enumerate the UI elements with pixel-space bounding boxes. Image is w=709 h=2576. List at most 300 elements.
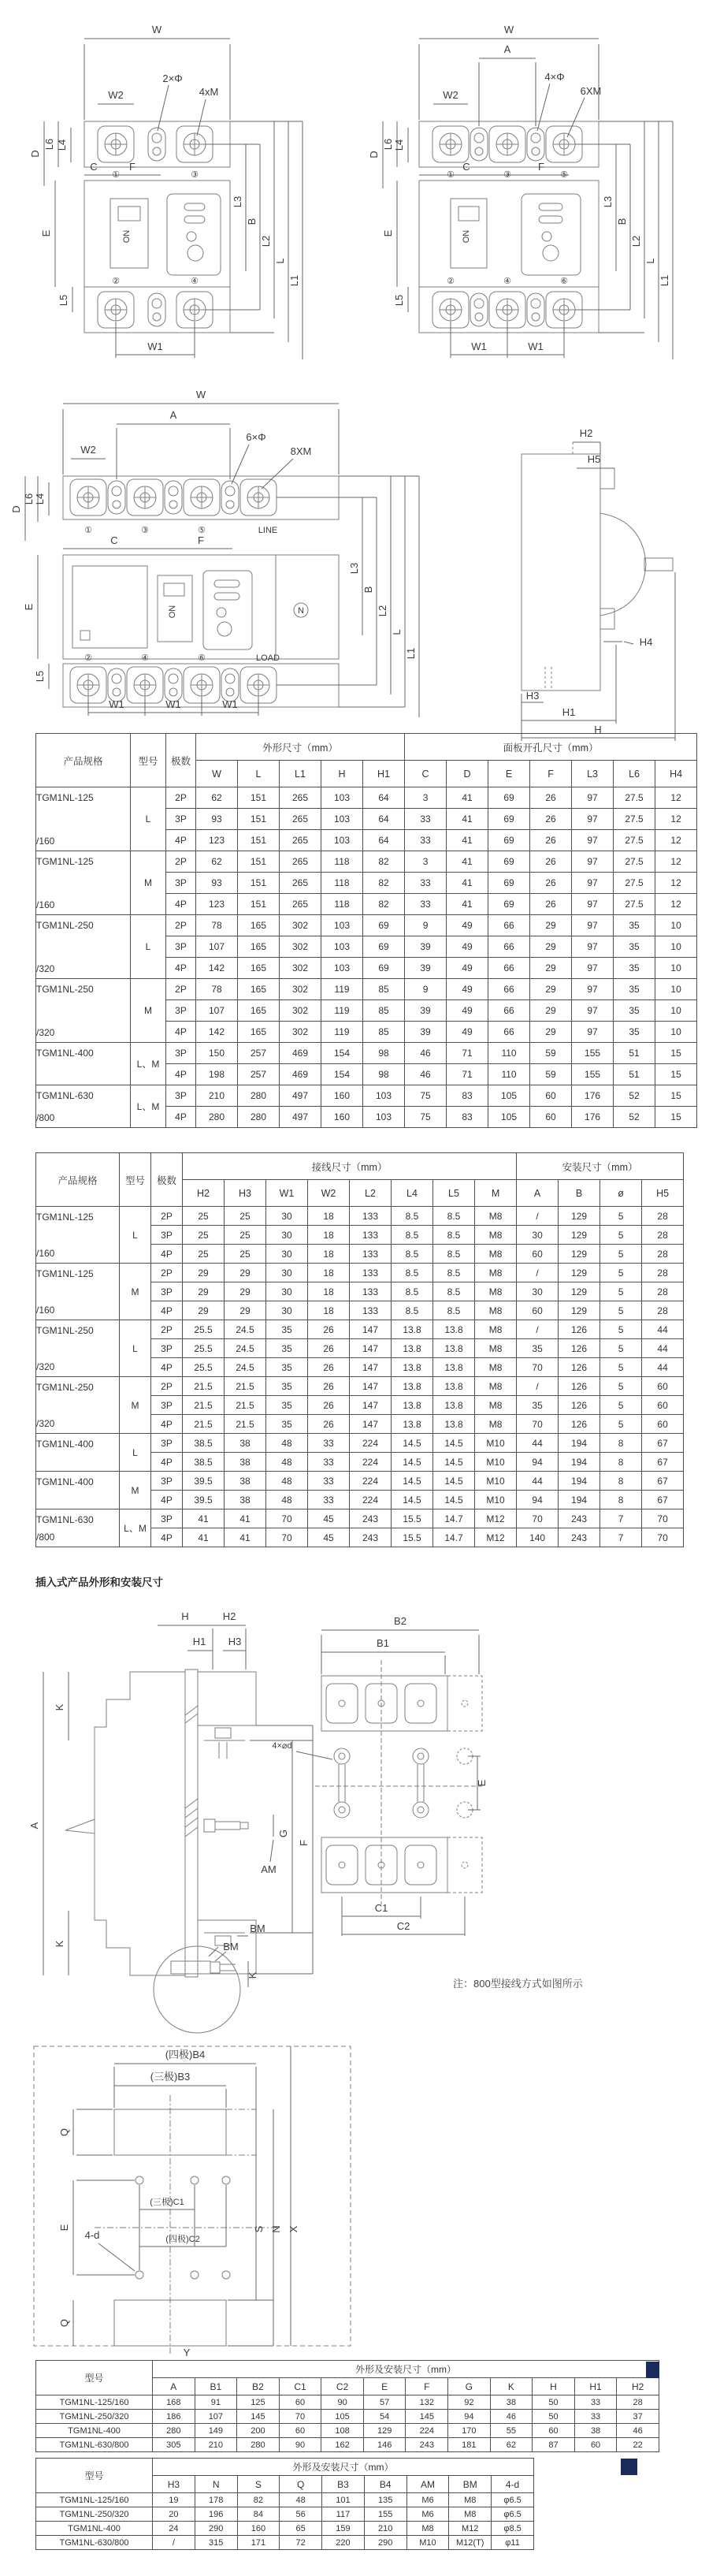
data-cell: 8.5 xyxy=(433,1282,475,1301)
data-cell: 171 xyxy=(237,2536,280,2550)
dimension-labels xyxy=(10,389,417,710)
data-cell: 93 xyxy=(196,809,238,830)
data-cell: 265 xyxy=(280,894,321,915)
dim-label-h3: H3 xyxy=(228,1636,242,1647)
dim-label-n: N xyxy=(270,2225,282,2233)
data-cell: 18 xyxy=(308,1245,350,1264)
data-cell: 50 xyxy=(533,2410,575,2424)
dim-label-w1: W1 xyxy=(109,698,124,710)
figure-front-view-b xyxy=(356,3,703,370)
data-cell: 25.5 xyxy=(183,1358,225,1377)
data-cell: 8 xyxy=(600,1491,642,1509)
data-cell: M8 xyxy=(475,1301,517,1320)
data-cell: 4P xyxy=(151,1491,183,1509)
data-cell: 3P xyxy=(151,1282,183,1301)
data-cell: 151 xyxy=(238,787,280,809)
data-cell: 117 xyxy=(322,2507,365,2522)
model-cell: M xyxy=(131,979,166,1043)
data-cell: 46 xyxy=(405,1064,447,1085)
dim-label-4d: 4-d xyxy=(84,2229,100,2241)
data-cell: 198 xyxy=(196,1064,238,1085)
data-cell: 49 xyxy=(447,958,488,979)
dim-label-bm: BM xyxy=(250,1923,265,1934)
data-cell: 27.5 xyxy=(614,873,655,894)
data-cell: 149 xyxy=(195,2424,237,2438)
data-cell: 70 xyxy=(642,1509,684,1528)
data-cell: 8.5 xyxy=(392,1264,433,1282)
data-cell: 8.5 xyxy=(433,1226,475,1245)
data-cell: 8.5 xyxy=(392,1245,433,1264)
data-cell: 38 xyxy=(490,2395,533,2410)
data-cell: 29 xyxy=(530,936,572,958)
dim-label-a: A xyxy=(28,1822,40,1830)
data-cell: 280 xyxy=(238,1085,280,1107)
dim-label-a: A xyxy=(503,43,511,55)
model-cell: TGM1NL-250/320 xyxy=(36,2507,153,2522)
data-cell: 13.8 xyxy=(392,1339,433,1358)
column-header: 安装尺寸（mm） xyxy=(517,1153,684,1180)
data-cell: 469 xyxy=(280,1064,321,1085)
data-cell: 165 xyxy=(238,958,280,979)
column-header: H3 xyxy=(225,1180,266,1207)
data-cell: 4P xyxy=(166,1107,196,1128)
data-cell: 3 xyxy=(405,787,447,809)
dim-label-holes: 2×Φ xyxy=(162,73,183,84)
column-header: 极数 xyxy=(166,734,196,787)
data-cell: 5 xyxy=(600,1245,642,1264)
data-cell: 29 xyxy=(530,915,572,936)
product-spec-cell: TGM1NL-400 xyxy=(36,1434,120,1472)
plugin-outline-mounting-table-2 xyxy=(35,2458,534,2550)
data-cell: 302 xyxy=(280,1000,321,1022)
dim-label-c: C xyxy=(90,161,98,173)
table-row xyxy=(36,1320,684,1339)
data-cell: 35 xyxy=(614,1000,655,1022)
data-cell: 8 xyxy=(600,1472,642,1491)
data-cell: 8.5 xyxy=(392,1301,433,1320)
data-cell: 160 xyxy=(321,1085,363,1107)
data-cell: 8.5 xyxy=(392,1226,433,1245)
terminal-5-label: ⑤ xyxy=(560,170,568,180)
data-cell: M8 xyxy=(475,1207,517,1226)
data-cell: 103 xyxy=(321,936,363,958)
data-cell: 91 xyxy=(195,2395,237,2410)
model-cell: L、M xyxy=(131,1043,166,1085)
dim-label-w2: W2 xyxy=(80,444,96,456)
data-cell: 129 xyxy=(559,1282,600,1301)
dim-label-screws: 6XM xyxy=(580,85,602,97)
data-cell: 15 xyxy=(655,1064,697,1085)
data-cell: 33 xyxy=(308,1453,350,1472)
column-header: 极数 xyxy=(151,1153,183,1207)
data-cell: M12 xyxy=(475,1528,517,1547)
data-cell: 28 xyxy=(617,2395,659,2410)
data-cell: 35 xyxy=(266,1320,308,1339)
terminal-1-label: ① xyxy=(447,170,455,180)
data-cell: 145 xyxy=(237,2410,280,2424)
dim-label-l6: L6 xyxy=(382,138,394,151)
dim-label-c1: (三极)C1 xyxy=(150,2198,184,2207)
data-cell: M8 xyxy=(475,1245,517,1264)
model-cell: M xyxy=(120,1377,151,1434)
data-cell: 14.7 xyxy=(433,1528,475,1547)
column-header: A xyxy=(517,1180,559,1207)
data-cell: 146 xyxy=(363,2438,406,2452)
dim-label-l4: L4 xyxy=(56,139,68,151)
data-cell: 5 xyxy=(600,1396,642,1415)
data-cell: 35 xyxy=(266,1339,308,1358)
data-cell: 3 xyxy=(405,851,447,873)
data-cell: 14.7 xyxy=(433,1509,475,1528)
on-label: ON xyxy=(122,229,132,244)
data-cell: 154 xyxy=(321,1043,363,1064)
data-cell: 22 xyxy=(617,2438,659,2452)
data-cell: 151 xyxy=(238,809,280,830)
terminal-3-label: ③ xyxy=(503,170,511,180)
data-cell: 60 xyxy=(530,1107,572,1128)
data-cell: 69 xyxy=(488,830,530,851)
column-header: B3 xyxy=(322,2476,365,2493)
data-cell: 25 xyxy=(183,1226,225,1245)
dim-label-l2: L2 xyxy=(260,235,272,248)
column-header: H2 xyxy=(183,1180,225,1207)
wiring-mounting-dimensions-table xyxy=(35,1152,684,1547)
data-cell: 28 xyxy=(642,1282,684,1301)
dim-label-f: F xyxy=(298,1840,310,1846)
data-cell: 38 xyxy=(225,1434,266,1453)
dim-label-c: C xyxy=(462,161,470,173)
data-cell: 44 xyxy=(517,1472,559,1491)
data-cell: 315 xyxy=(195,2536,237,2550)
data-cell: 35 xyxy=(266,1377,308,1396)
data-cell: 243 xyxy=(406,2438,448,2452)
column-header: A xyxy=(153,2378,195,2395)
data-cell: 97 xyxy=(572,830,614,851)
data-cell: 224 xyxy=(350,1453,392,1472)
plugin-outline xyxy=(65,1670,256,2033)
data-cell: 69 xyxy=(488,873,530,894)
data-cell: 12 xyxy=(655,787,697,809)
data-cell: φ8.5 xyxy=(492,2522,534,2536)
data-cell: 165 xyxy=(238,1022,280,1043)
data-cell: 5 xyxy=(600,1320,642,1339)
data-cell: 29 xyxy=(225,1301,266,1320)
data-cell: 160 xyxy=(237,2522,280,2536)
data-cell: 48 xyxy=(266,1453,308,1472)
data-cell: 82 xyxy=(363,873,405,894)
column-header: B xyxy=(559,1180,600,1207)
data-cell: 135 xyxy=(364,2493,406,2507)
data-cell: M10 xyxy=(406,2536,449,2550)
data-cell: 126 xyxy=(559,1377,600,1396)
data-cell: 41 xyxy=(183,1528,225,1547)
data-cell: 133 xyxy=(350,1301,392,1320)
column-header: E xyxy=(363,2378,406,2395)
data-cell: 12 xyxy=(655,809,697,830)
data-cell: 3P xyxy=(151,1434,183,1453)
data-cell: 82 xyxy=(363,894,405,915)
data-cell: 129 xyxy=(363,2424,406,2438)
column-header: C xyxy=(405,761,447,787)
data-cell: 243 xyxy=(350,1528,392,1547)
data-cell: 69 xyxy=(363,936,405,958)
data-cell: 151 xyxy=(238,894,280,915)
data-cell: 18 xyxy=(308,1301,350,1320)
data-cell: 69 xyxy=(363,915,405,936)
data-cell: 220 xyxy=(322,2536,365,2550)
data-cell: 14.5 xyxy=(392,1472,433,1491)
data-cell: 28 xyxy=(642,1264,684,1282)
data-cell: 69 xyxy=(488,851,530,873)
data-cell: 21.5 xyxy=(183,1377,225,1396)
data-cell: 33 xyxy=(308,1434,350,1453)
data-cell: 52 xyxy=(614,1107,655,1128)
data-cell: 129 xyxy=(559,1301,600,1320)
column-header: L4 xyxy=(392,1180,433,1207)
data-cell: 10 xyxy=(655,936,697,958)
dim-label-l5: L5 xyxy=(34,670,46,683)
data-cell: 257 xyxy=(238,1064,280,1085)
column-header: L2 xyxy=(350,1180,392,1207)
product-spec-cell: TGM1NL-250 /320 xyxy=(36,979,131,1043)
figure-side-view xyxy=(498,407,703,746)
data-cell: 85 xyxy=(363,1000,405,1022)
data-cell: 57 xyxy=(363,2395,406,2410)
data-cell: 110 xyxy=(488,1043,530,1064)
data-cell: 49 xyxy=(447,979,488,1000)
data-cell: 155 xyxy=(572,1043,614,1064)
data-cell: 265 xyxy=(280,787,321,809)
data-cell: 3P xyxy=(151,1226,183,1245)
data-cell: 56 xyxy=(280,2507,322,2522)
dim-label-f: F xyxy=(538,161,544,173)
data-cell: 33 xyxy=(405,894,447,915)
product-spec-cell: TGM1NL-400 xyxy=(36,1043,131,1085)
table-row xyxy=(36,787,697,809)
data-cell: 13.8 xyxy=(392,1415,433,1434)
data-cell: 302 xyxy=(280,979,321,1000)
dim-label-e: E xyxy=(58,2224,70,2232)
data-cell: 33 xyxy=(405,830,447,851)
data-cell: 224 xyxy=(350,1434,392,1453)
data-cell: 10 xyxy=(655,1000,697,1022)
data-cell: 4P xyxy=(151,1415,183,1434)
data-cell: 165 xyxy=(238,979,280,1000)
data-cell: 210 xyxy=(195,2438,237,2452)
table-row xyxy=(36,1085,697,1107)
data-cell: 2P xyxy=(151,1377,183,1396)
data-cell: M8 xyxy=(475,1320,517,1339)
data-cell: 224 xyxy=(350,1472,392,1491)
dim-label-f: F xyxy=(198,534,204,546)
table-row xyxy=(36,851,697,873)
dim-label-k: K xyxy=(247,1971,258,1979)
model-cell: TGM1NL-125/160 xyxy=(36,2493,153,2507)
data-cell: 302 xyxy=(280,936,321,958)
column-header: 产品规格 xyxy=(36,1153,120,1207)
data-cell: / xyxy=(517,1377,559,1396)
data-cell: 48 xyxy=(266,1434,308,1453)
data-cell: 119 xyxy=(321,979,363,1000)
data-cell: 59 xyxy=(530,1043,572,1064)
data-cell: 243 xyxy=(350,1509,392,1528)
data-cell: 35 xyxy=(517,1339,559,1358)
data-cell: 84 xyxy=(237,2507,280,2522)
data-cell: 15 xyxy=(655,1043,697,1064)
dim-label-l3: L3 xyxy=(232,195,243,208)
data-cell: 5 xyxy=(600,1226,642,1245)
data-cell: M12(T) xyxy=(449,2536,492,2550)
dim-label-h: H xyxy=(181,1610,189,1622)
data-cell: 15.5 xyxy=(392,1509,433,1528)
data-cell: 33 xyxy=(405,809,447,830)
data-cell: 82 xyxy=(237,2493,280,2507)
data-cell: / xyxy=(517,1264,559,1282)
data-cell: 35 xyxy=(266,1415,308,1434)
data-cell: 44 xyxy=(642,1358,684,1377)
table-plugin-dims-1 xyxy=(35,2360,659,2452)
data-cell: 46 xyxy=(617,2424,659,2438)
data-cell: 147 xyxy=(350,1396,392,1415)
data-cell: 13.8 xyxy=(433,1415,475,1434)
data-cell: 129 xyxy=(559,1264,600,1282)
data-cell: M6 xyxy=(406,2507,449,2522)
dim-label-l1: L1 xyxy=(405,647,417,660)
data-cell: 66 xyxy=(488,979,530,1000)
data-cell: 21.5 xyxy=(183,1396,225,1415)
data-cell: 70 xyxy=(266,1528,308,1547)
data-cell: 5 xyxy=(600,1339,642,1358)
table-row xyxy=(36,1472,684,1491)
column-header: 型号 xyxy=(36,2459,153,2493)
data-cell: 3P xyxy=(151,1472,183,1491)
dim-label-l5: L5 xyxy=(393,294,405,307)
data-cell: M8 xyxy=(449,2493,492,2507)
model-cell: M xyxy=(120,1264,151,1320)
data-cell: M10 xyxy=(475,1434,517,1453)
column-header: ø xyxy=(600,1180,642,1207)
data-cell: 30 xyxy=(517,1282,559,1301)
data-cell: M6 xyxy=(406,2493,449,2507)
dim-label-h5: H5 xyxy=(587,453,601,465)
model-cell: TGM1NL-630/800 xyxy=(36,2438,153,2452)
model-cell: L xyxy=(120,1434,151,1472)
dim-label-l6: L6 xyxy=(23,493,35,505)
dimension-lines xyxy=(522,442,675,741)
data-cell: 5 xyxy=(600,1301,642,1320)
data-cell: 5 xyxy=(600,1207,642,1226)
data-cell: 15.5 xyxy=(392,1528,433,1547)
data-cell: 64 xyxy=(363,787,405,809)
product-spec-cell: TGM1NL-125 /160 xyxy=(36,851,131,915)
dim-label-c2: C2 xyxy=(396,1920,410,1932)
data-cell: 4P xyxy=(166,958,196,979)
terminal-3-label: ③ xyxy=(141,526,149,535)
data-cell: 94 xyxy=(517,1453,559,1472)
data-cell: 280 xyxy=(237,2438,280,2452)
data-cell: 25 xyxy=(225,1245,266,1264)
data-cell: 123 xyxy=(196,894,238,915)
data-cell: 64 xyxy=(363,830,405,851)
data-cell: 2P xyxy=(166,915,196,936)
data-cell: 243 xyxy=(559,1528,600,1547)
data-cell: 66 xyxy=(488,1000,530,1022)
data-cell: 13.8 xyxy=(433,1377,475,1396)
data-cell: 151 xyxy=(238,851,280,873)
dim-label-e: E xyxy=(40,229,52,237)
dim-label-e: E xyxy=(23,603,35,611)
data-cell: 85 xyxy=(363,979,405,1000)
data-cell: 70 xyxy=(517,1509,559,1528)
data-cell: 133 xyxy=(350,1282,392,1301)
data-cell: 147 xyxy=(350,1320,392,1339)
model-cell: TGM1NL-250/320 xyxy=(36,2410,153,2424)
data-cell: 8.5 xyxy=(433,1301,475,1320)
column-header: M xyxy=(475,1180,517,1207)
data-cell: 27.5 xyxy=(614,809,655,830)
data-cell: 26 xyxy=(530,809,572,830)
data-cell: 133 xyxy=(350,1245,392,1264)
dimension-labels xyxy=(58,2049,299,2358)
data-cell: 82 xyxy=(363,851,405,873)
dim-label-d: D xyxy=(368,151,380,158)
column-header: W2 xyxy=(308,1180,350,1207)
dim-label-screws: 8XM xyxy=(290,445,312,457)
data-cell: 224 xyxy=(350,1491,392,1509)
table-row xyxy=(36,2410,659,2424)
data-cell: 27.5 xyxy=(614,830,655,851)
column-header: H4 xyxy=(655,761,697,787)
data-cell: / xyxy=(517,1207,559,1226)
column-header: G xyxy=(448,2378,491,2395)
data-cell: 41 xyxy=(225,1509,266,1528)
dim-label-4xd: 4×⌀d xyxy=(272,1741,292,1751)
dim-label-h1: H1 xyxy=(562,706,576,718)
data-cell: 25 xyxy=(183,1245,225,1264)
data-cell: 147 xyxy=(350,1415,392,1434)
data-cell: 194 xyxy=(559,1434,600,1453)
data-cell: 97 xyxy=(572,851,614,873)
data-cell: 210 xyxy=(364,2522,406,2536)
data-cell: 70 xyxy=(517,1358,559,1377)
data-cell: 49 xyxy=(447,915,488,936)
dimension-labels xyxy=(526,427,653,735)
data-cell: 41 xyxy=(447,851,488,873)
data-cell: 103 xyxy=(321,915,363,936)
data-cell: 93 xyxy=(196,873,238,894)
data-cell: 38.5 xyxy=(183,1453,225,1472)
data-cell: 15 xyxy=(655,1085,697,1107)
data-cell: 126 xyxy=(559,1320,600,1339)
table-row xyxy=(36,1377,684,1396)
data-cell: 66 xyxy=(488,936,530,958)
data-cell: 2P xyxy=(166,787,196,809)
data-cell: 154 xyxy=(321,1064,363,1085)
data-cell: 30 xyxy=(266,1207,308,1226)
data-cell: 10 xyxy=(655,915,697,936)
dim-label-h3: H3 xyxy=(525,690,540,702)
data-cell: M10 xyxy=(475,1453,517,1472)
data-cell: 69 xyxy=(488,894,530,915)
model-cell: TGM1NL-400 xyxy=(36,2424,153,2438)
data-cell: 60 xyxy=(574,2438,617,2452)
terminal-2-label: ② xyxy=(447,277,455,286)
dim-label-l: L xyxy=(391,629,403,635)
data-cell: 178 xyxy=(195,2493,237,2507)
table-row xyxy=(36,915,697,936)
data-cell: 27.5 xyxy=(614,894,655,915)
data-cell: 165 xyxy=(238,1000,280,1022)
